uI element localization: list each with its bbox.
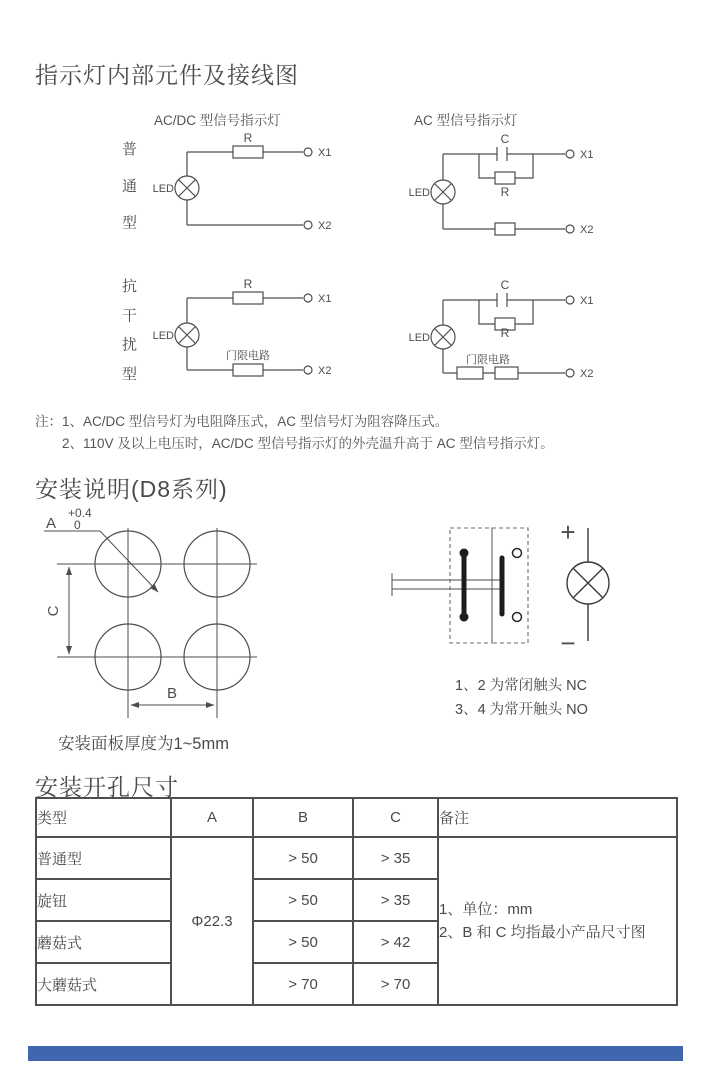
mounting-hole-drawing xyxy=(44,506,257,718)
threshold-circuit-label: 门限电路 xyxy=(226,350,270,362)
header-type: 类型 xyxy=(36,798,171,837)
resistor-label: R xyxy=(243,131,253,145)
terminal-x2-label: X2 xyxy=(318,220,332,232)
capacitor-label: C xyxy=(500,278,510,292)
wiring-note-2: 2、110V 及以上电压时，AC/DC 型信号指示灯的外壳温升高于 AC 型信号指示灯。 xyxy=(62,436,554,451)
column-header-acdc: AC/DC 型信号指示灯 xyxy=(154,113,281,128)
holes-section-title: 安装开孔尺寸 xyxy=(35,774,179,800)
c-cell: > 70 xyxy=(353,963,438,1005)
circuit-acdc-ordinary xyxy=(153,131,332,232)
circuit-ac-anti xyxy=(409,278,594,380)
c-cell: > 35 xyxy=(353,879,438,921)
terminal-x2-label: X2 xyxy=(580,368,594,380)
terminal-x2-label: X2 xyxy=(318,365,332,377)
c-cell: > 42 xyxy=(353,921,438,963)
threshold-circuit-label: 门限电路 xyxy=(466,354,510,366)
column-header-ac: AC 型信号指示灯 xyxy=(414,113,518,128)
terminal-x2-label: X2 xyxy=(580,224,594,236)
footer-bar xyxy=(28,1046,683,1061)
b-cell: > 50 xyxy=(253,879,353,921)
dim-b-label: B xyxy=(166,685,178,702)
a-value-cell: Φ22.3 xyxy=(171,837,253,1005)
table-header-row xyxy=(36,798,677,837)
header-b: B xyxy=(253,798,353,837)
b-cell: > 50 xyxy=(253,921,353,963)
dim-c-label: C xyxy=(45,605,62,617)
c-cell: > 35 xyxy=(353,837,438,879)
header-remark: 备注 xyxy=(438,798,677,837)
row-label-anti-interference: 抗干扰型 xyxy=(120,278,137,395)
dim-a-tolerance-lower: 0 xyxy=(74,518,81,532)
header-a: A xyxy=(171,798,253,837)
type-cell: 大蘑菇式 xyxy=(36,963,171,1005)
led-label: LED xyxy=(152,183,174,195)
circuit-ac-ordinary xyxy=(409,132,594,236)
b-cell: > 50 xyxy=(253,837,353,879)
led-label: LED xyxy=(408,332,430,344)
header-c: C xyxy=(353,798,438,837)
contact-note-nc: 1、2 为常闭触头 NC xyxy=(455,678,588,694)
wiring-note-1: 注：1、AC/DC 型信号灯为电阻降压式，AC 型信号灯为阻容降压式。 xyxy=(35,414,449,429)
resistor-label: R xyxy=(500,185,510,199)
lamp-polarity-diagram xyxy=(560,517,609,658)
contact-note-no: 3、4 为常开触头 NO xyxy=(455,702,588,718)
type-cell: 旋钮 xyxy=(36,879,171,921)
capacitor-label: C xyxy=(500,132,510,146)
terminal-x1-label: X1 xyxy=(580,295,594,307)
terminal-x1-label: X1 xyxy=(318,293,332,305)
hole-dimensions-table xyxy=(35,797,678,1006)
wiring-section-title: 指示灯内部元件及接线图 xyxy=(35,62,299,88)
circuit-acdc-anti xyxy=(153,277,332,377)
remark-line-1: 1、单位：mm xyxy=(439,901,533,918)
minus-sign: − xyxy=(560,628,576,658)
remark-cell xyxy=(438,837,677,1005)
table-row xyxy=(36,837,677,879)
led-label: LED xyxy=(408,187,430,199)
dim-a-tolerance-upper: +0.4 xyxy=(68,506,92,520)
type-cell: 普通型 xyxy=(36,837,171,879)
plus-sign: + xyxy=(560,517,576,547)
dim-a-label: A xyxy=(46,515,57,532)
type-cell: 蘑菇式 xyxy=(36,921,171,963)
terminal-x1-label: X1 xyxy=(318,147,332,159)
resistor-label: R xyxy=(243,277,253,291)
resistor-label: R xyxy=(500,326,510,340)
led-label: LED xyxy=(152,330,174,342)
remark-line-2: 2、B 和 C 均指最小产品尺寸图 xyxy=(439,924,646,941)
row-label-ordinary: 普通型 xyxy=(120,141,137,252)
panel-thickness-note: 安装面板厚度为1~5mm xyxy=(58,735,229,753)
contact-block-diagram xyxy=(392,528,528,643)
b-cell: > 70 xyxy=(253,963,353,1005)
install-section-title: 安装说明(D8系列) xyxy=(35,476,228,502)
terminal-x1-label: X1 xyxy=(580,149,594,161)
